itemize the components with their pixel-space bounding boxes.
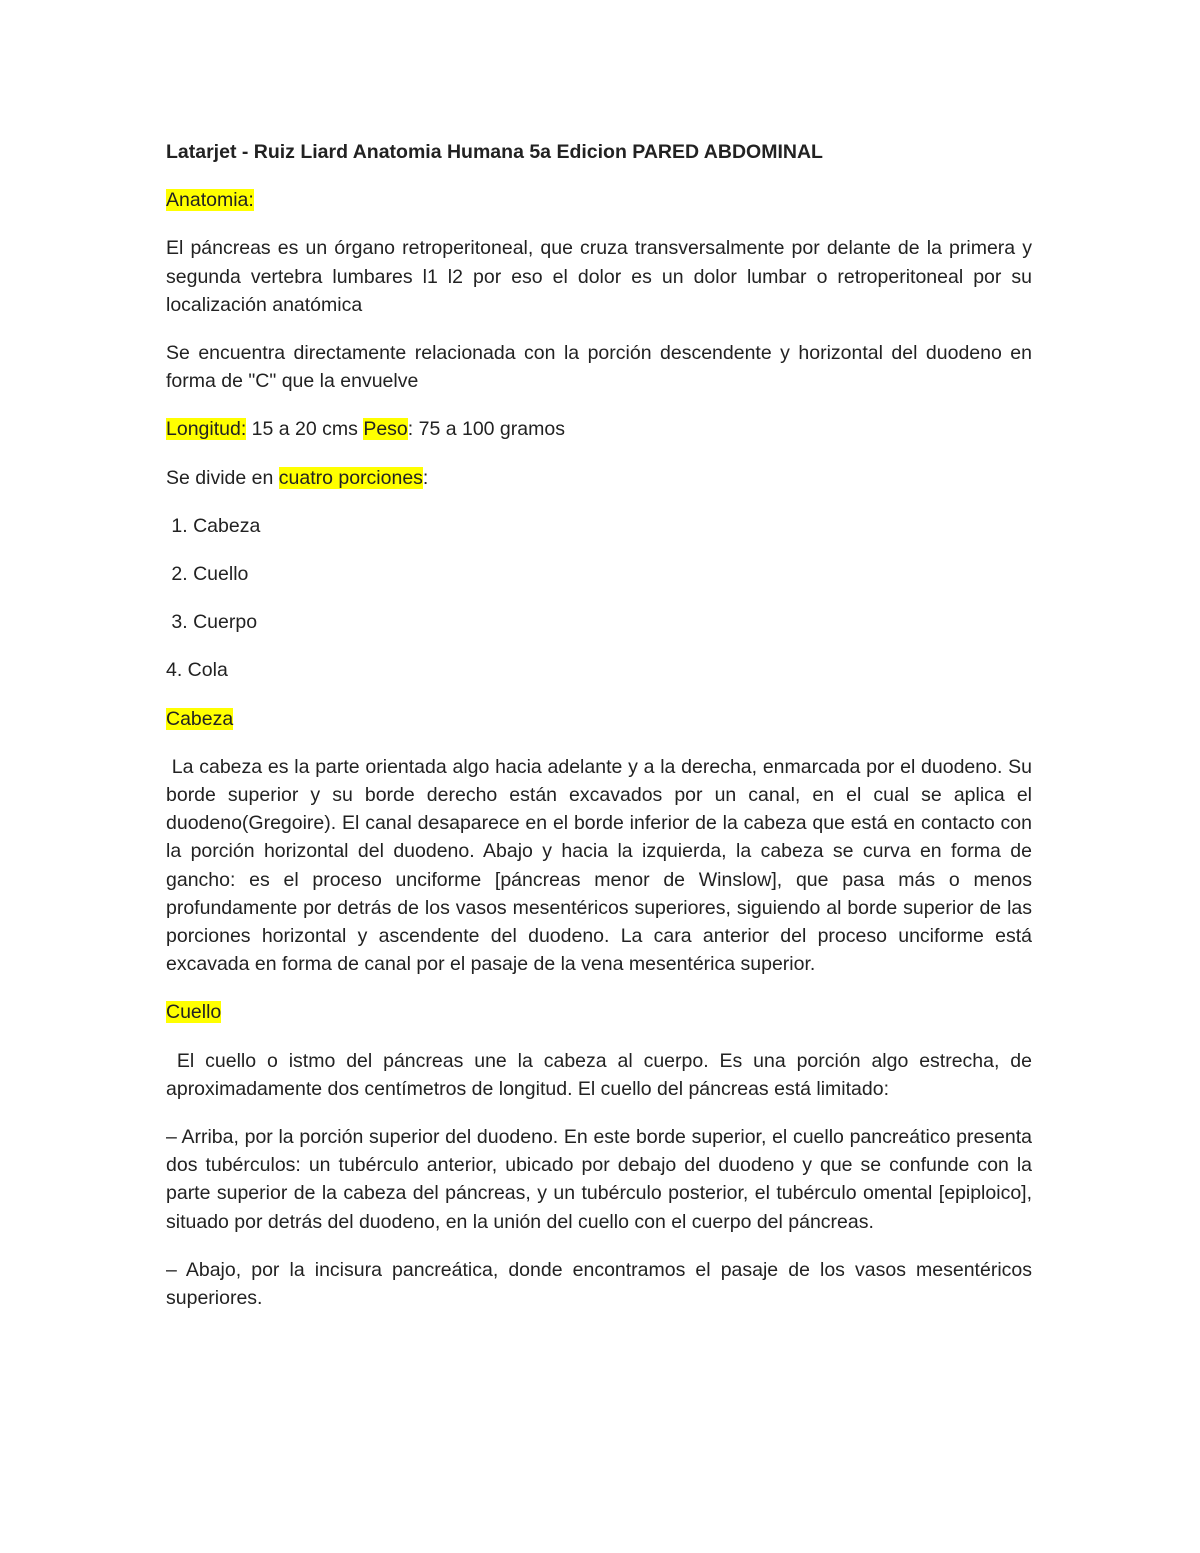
measurements-line (166, 415, 1032, 443)
divide-line (166, 464, 1032, 492)
intro-paragraph: El páncreas es un órgano retroperitoneal, que cruza transversalmente por delante de la primera y segunda vertebra lumbares l1 l2 por eso el dolor es un dolor lumbar o retroperitoneal por su localización anatómica (166, 237, 1032, 316)
list-item-cuello: 2. Cuello (166, 563, 249, 586)
divide-prefix: Se divide en (166, 466, 279, 489)
cuello-heading: Cuello (166, 1001, 222, 1024)
document-title: Latarjet - Ruiz Liard Anatomia Humana 5a Edicion PARED ABDOMINAL (166, 141, 823, 163)
cuello-abajo-paragraph: – Abajo, por la incisura pancreática, donde encontramos el pasaje de los vasos mesentéricos superiores. (166, 1258, 1032, 1310)
peso-label: Peso (363, 418, 408, 441)
cabeza-paragraph: La cabeza es la parte orientada algo hacia adelante y a la derecha, enmarcada por el duodeno. Su borde superior y su borde derecho están excavados por un canal, en el cual se aplica el duodeno(Gregoire). El canal desaparece en el borde inferior de la cabeza que está en contacto con la porción horizontal del duodeno. Abajo y hacia la izquierda, la cabeza se curva en forma de gancho: es el proceso unciforme [páncreas menor de Winslow], que pasa más o menos profundamente por detrás de los vasos mesentéricos superiores, siguiendo al borde superior de las porciones horizontal y ascendente del duodeno. La cara anterior del proceso unciforme está excavada en forma de canal por el pasaje de la vena mesentérica superior. (166, 755, 1038, 976)
cabeza-heading: Cabeza (166, 707, 234, 730)
cuello-heading-line (166, 998, 1032, 1026)
cabeza-heading-line (166, 705, 1032, 733)
cuello-arriba-paragraph: – Arriba, por la porción superior del duodeno. En este borde superior, el cuello pancreático presenta dos tubérculos: un tubérculo anterior, ubicado por debajo del duodeno y que se confunde con la parte superior de la cabeza del páncreas, y un tubérculo posterior, el tubérculo omental [epiploico], situado por detrás del duodeno, en la unión del cuello con el cuerpo del páncreas. (166, 1126, 1032, 1233)
longitud-label: Longitud: (166, 418, 247, 441)
list-item-cabeza: 1. Cabeza (166, 514, 261, 537)
document-page (166, 138, 1038, 1332)
list-item-cola: 4. Cola (166, 659, 228, 682)
longitud-value: 15 a 20 cms (246, 418, 364, 441)
divide-highlight: cuatro porciones (278, 466, 423, 489)
divide-suffix: : (422, 466, 429, 489)
anatomia-heading: Anatomia: (166, 189, 254, 212)
anatomia-heading-line (166, 186, 1032, 214)
peso-value: : 75 a 100 gramos (407, 418, 565, 441)
cuello-paragraph: El cuello o istmo del páncreas une la cabeza al cuerpo. Es una porción algo estrecha, de aproximadamente dos centímetros de longitud. El cuello del páncreas está limitado: (166, 1049, 1038, 1100)
list-item-cuerpo: 3. Cuerpo (166, 611, 258, 634)
duodeno-paragraph: Se encuentra directamente relacionada con la porción descendente y horizontal del duodeno en forma de "C" que la envuelve (166, 342, 1032, 393)
